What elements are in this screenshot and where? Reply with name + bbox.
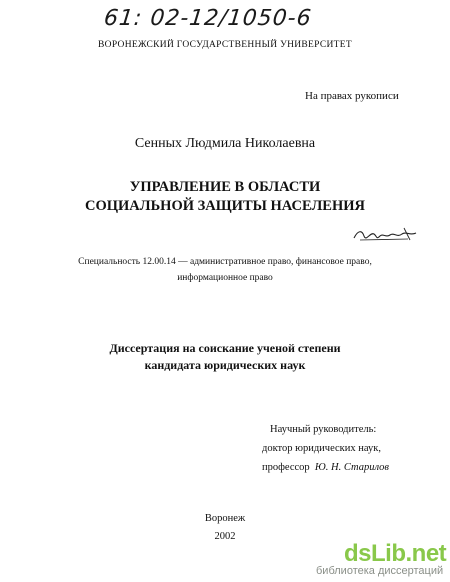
supervisor-title-line	[262, 458, 389, 477]
dissertation-title	[0, 178, 450, 216]
degree-line-1: Диссертация на соискание ученой степени	[109, 341, 341, 355]
specialty	[0, 254, 450, 286]
title-line-2: СОЦИАЛЬНОЙ ЗАЩИТЫ НАСЕЛЕНИЯ	[85, 198, 365, 214]
supervisor-title: профессор	[262, 462, 310, 473]
university-name: ВОРОНЕЖСКИЙ ГОСУДАРСТВЕННЫЙ УНИВЕРСИТЕТ	[98, 40, 352, 50]
supervisor-name: Ю. Н. Старилов	[314, 462, 389, 473]
watermark	[0, 536, 450, 582]
watermark-logo: dsLib.net	[344, 540, 447, 567]
degree-line-2: кандидата юридических наук	[144, 358, 306, 372]
specialty-line-2: информационное право	[177, 273, 273, 283]
watermark-subtitle: библиотека диссертаций	[316, 565, 444, 577]
supervisor-label: Научный руководитель:	[270, 424, 377, 435]
title-line-1: УПРАВЛЕНИЕ В ОБЛАСТИ	[129, 179, 321, 195]
manuscript-note: На правах рукописи	[305, 90, 399, 102]
year: 2002	[214, 531, 236, 542]
archive-code: 61: 02-12/1050-6	[102, 6, 313, 31]
specialty-line-1: Специальность 12.00.14 — административное право, финансовое право,	[78, 257, 372, 267]
supervisor-degree: доктор юридических наук,	[262, 443, 381, 454]
author-name: Сенных Людмила Николаевна	[134, 136, 316, 151]
supervisor-block	[262, 420, 389, 477]
degree-statement	[0, 340, 450, 374]
signature-icon	[350, 224, 420, 246]
city: Воронеж	[204, 513, 246, 524]
